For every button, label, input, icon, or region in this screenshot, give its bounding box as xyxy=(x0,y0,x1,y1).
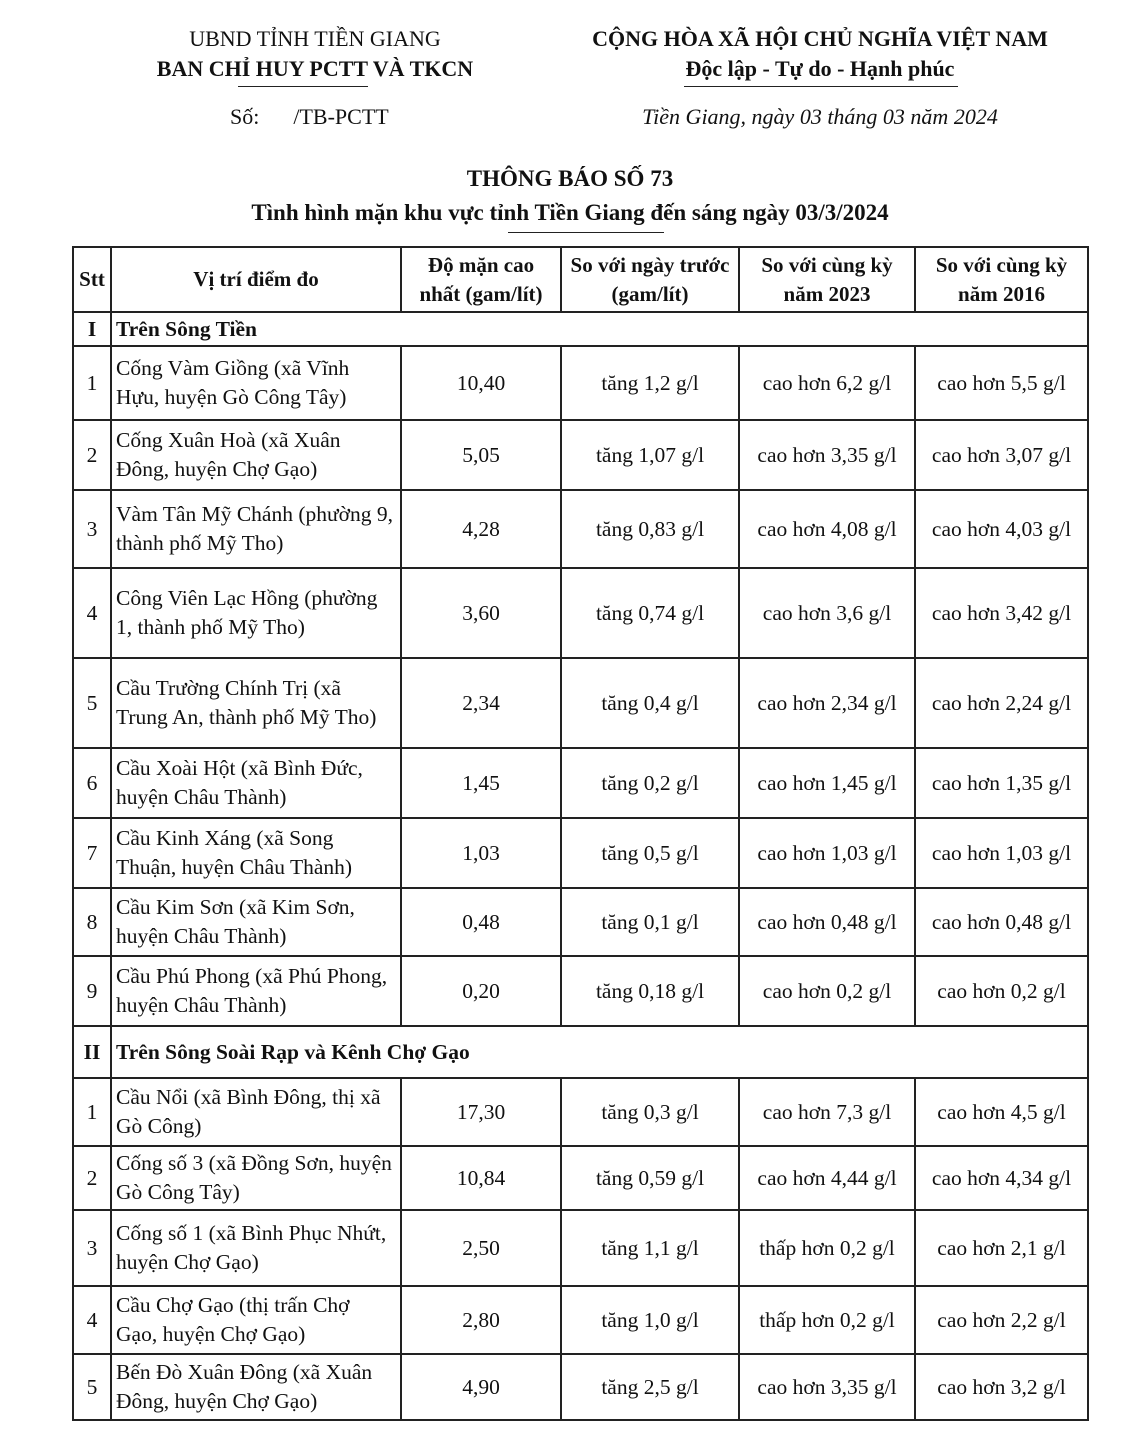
cell-max-salinity: 4,90 xyxy=(401,1354,561,1420)
cell-location: Bến Đò Xuân Đông (xã Xuân Đông, huyện Chợ Gạo) xyxy=(111,1354,401,1420)
cell-max-salinity: 1,03 xyxy=(401,818,561,888)
cell-vs-2016: cao hơn 1,35 g/l xyxy=(915,748,1088,818)
cell-vs-previous-day: tăng 0,83 g/l xyxy=(561,490,739,568)
section-index: II xyxy=(73,1026,111,1078)
cell-location: Cầu Kim Sơn (xã Kim Sơn, huyện Châu Thành) xyxy=(111,888,401,956)
cell-max-salinity: 0,48 xyxy=(401,888,561,956)
col-header-vs-previous-day: So với ngày trước (gam/lít) xyxy=(561,247,739,312)
cell-location: Cầu Nổi (xã Bình Đông, thị xã Gò Công) xyxy=(111,1078,401,1146)
table-row xyxy=(73,1210,1088,1286)
cell-vs-2016: cao hơn 2,24 g/l xyxy=(915,658,1088,748)
cell-vs-2016: cao hơn 4,5 g/l xyxy=(915,1078,1088,1146)
table-row xyxy=(73,748,1088,818)
place-date: Tiền Giang, ngày 03 tháng 03 năm 2024 xyxy=(642,104,998,129)
cell-max-salinity: 10,40 xyxy=(401,346,561,420)
cell-stt: 4 xyxy=(73,568,111,658)
national-block xyxy=(560,24,1080,84)
cell-vs-2023: cao hơn 7,3 g/l xyxy=(739,1078,915,1146)
cell-location: Cầu Xoài Hột (xã Bình Đức, huyện Châu Thành) xyxy=(111,748,401,818)
table-row xyxy=(73,490,1088,568)
table-row xyxy=(73,658,1088,748)
cell-vs-previous-day: tăng 0,1 g/l xyxy=(561,888,739,956)
cell-max-salinity: 2,80 xyxy=(401,1286,561,1354)
cell-vs-2016: cao hơn 5,5 g/l xyxy=(915,346,1088,420)
issuer-block xyxy=(130,24,500,84)
table-row xyxy=(73,1286,1088,1354)
cell-vs-previous-day: tăng 0,18 g/l xyxy=(561,956,739,1026)
office-underline xyxy=(238,86,368,87)
notice-title: THÔNG BÁO SỐ 73 xyxy=(466,166,674,191)
cell-vs-2016: cao hơn 3,07 g/l xyxy=(915,420,1088,490)
cell-max-salinity: 0,20 xyxy=(401,956,561,1026)
table-header-row xyxy=(73,247,1088,312)
cell-vs-2023: cao hơn 6,2 g/l xyxy=(739,346,915,420)
table-row xyxy=(73,1146,1088,1210)
col-header-stt: Stt xyxy=(73,247,111,312)
section-row xyxy=(73,1026,1088,1078)
cell-max-salinity: 3,60 xyxy=(401,568,561,658)
cell-location: Cống Xuân Hoà (xã Xuân Đông, huyện Chợ Gạo) xyxy=(111,420,401,490)
cell-vs-previous-day: tăng 1,0 g/l xyxy=(561,1286,739,1354)
table-row xyxy=(73,1078,1088,1146)
cell-vs-2016: cao hơn 1,03 g/l xyxy=(915,818,1088,888)
cell-max-salinity: 1,45 xyxy=(401,748,561,818)
cell-location: Cầu Trường Chính Trị (xã Trung An, thành phố Mỹ Tho) xyxy=(111,658,401,748)
cell-vs-previous-day: tăng 0,3 g/l xyxy=(561,1078,739,1146)
cell-vs-previous-day: tăng 0,59 g/l xyxy=(561,1146,739,1210)
cell-vs-previous-day: tăng 0,2 g/l xyxy=(561,748,739,818)
cell-stt: 6 xyxy=(73,748,111,818)
cell-max-salinity: 17,30 xyxy=(401,1078,561,1146)
cell-stt: 1 xyxy=(73,1078,111,1146)
cell-stt: 5 xyxy=(73,1354,111,1420)
notice-subtitle: Tình hình mặn khu vực tỉnh Tiền Giang đến sáng ngày 03/3/2024 xyxy=(251,200,889,225)
cell-location: Cống số 1 (xã Bình Phục Nhứt, huyện Chợ Gạo) xyxy=(111,1210,401,1286)
cell-vs-2023: thấp hơn 0,2 g/l xyxy=(739,1286,915,1354)
cell-max-salinity: 10,84 xyxy=(401,1146,561,1210)
cell-vs-previous-day: tăng 0,4 g/l xyxy=(561,658,739,748)
cell-max-salinity: 5,05 xyxy=(401,420,561,490)
cell-max-salinity: 2,50 xyxy=(401,1210,561,1286)
cell-location: Cầu Phú Phong (xã Phú Phong, huyện Châu Thành) xyxy=(111,956,401,1026)
cell-stt: 9 xyxy=(73,956,111,1026)
cell-vs-previous-day: tăng 1,07 g/l xyxy=(561,420,739,490)
cell-vs-2023: thấp hơn 0,2 g/l xyxy=(739,1210,915,1286)
cell-vs-2023: cao hơn 4,08 g/l xyxy=(739,490,915,568)
cell-vs-2023: cao hơn 1,03 g/l xyxy=(739,818,915,888)
document-number xyxy=(230,104,389,130)
cell-vs-2023: cao hơn 3,6 g/l xyxy=(739,568,915,658)
col-header-vs-2023: So với cùng kỳ năm 2023 xyxy=(739,247,915,312)
cell-stt: 2 xyxy=(73,1146,111,1210)
cell-vs-2016: cao hơn 3,2 g/l xyxy=(915,1354,1088,1420)
cell-vs-previous-day: tăng 1,2 g/l xyxy=(561,346,739,420)
cell-vs-previous-day: tăng 1,1 g/l xyxy=(561,1210,739,1286)
cell-max-salinity: 2,34 xyxy=(401,658,561,748)
table-row xyxy=(73,956,1088,1026)
cell-stt: 1 xyxy=(73,346,111,420)
cell-vs-2016: cao hơn 4,03 g/l xyxy=(915,490,1088,568)
table-row xyxy=(73,420,1088,490)
section-name: Trên Sông Soài Rạp và Kênh Chợ Gạo xyxy=(111,1026,1088,1078)
cell-vs-2023: cao hơn 2,34 g/l xyxy=(739,658,915,748)
subtitle-underline xyxy=(508,232,664,233)
cell-location: Cống Vàm Giồng (xã Vĩnh Hựu, huyện Gò Công Tây) xyxy=(111,346,401,420)
cell-vs-2023: cao hơn 3,35 g/l xyxy=(739,420,915,490)
table-row xyxy=(73,888,1088,956)
country-name: CỘNG HÒA XÃ HỘI CHỦ NGHĨA VIỆT NAM xyxy=(592,26,1048,51)
cell-vs-2023: cao hơn 4,44 g/l xyxy=(739,1146,915,1210)
table-row xyxy=(73,346,1088,420)
cell-vs-2023: cao hơn 3,35 g/l xyxy=(739,1354,915,1420)
office-name: BAN CHỈ HUY PCTT VÀ TKCN xyxy=(156,56,474,81)
col-header-vs-2016: So với cùng kỳ năm 2016 xyxy=(915,247,1088,312)
section-index: I xyxy=(73,312,111,346)
table-row xyxy=(73,568,1088,658)
cell-vs-2023: cao hơn 1,45 g/l xyxy=(739,748,915,818)
table-row xyxy=(73,1354,1088,1420)
cell-stt: 4 xyxy=(73,1286,111,1354)
cell-stt: 3 xyxy=(73,490,111,568)
cell-vs-2016: cao hơn 2,1 g/l xyxy=(915,1210,1088,1286)
cell-vs-2016: cao hơn 4,34 g/l xyxy=(915,1146,1088,1210)
cell-stt: 2 xyxy=(73,420,111,490)
number-code: /TB-PCTT xyxy=(293,104,389,129)
cell-max-salinity: 4,28 xyxy=(401,490,561,568)
cell-vs-2023: cao hơn 0,48 g/l xyxy=(739,888,915,956)
cell-location: Cống số 3 (xã Đồng Sơn, huyện Gò Công Tây) xyxy=(111,1146,401,1210)
cell-location: Cầu Chợ Gạo (thị trấn Chợ Gạo, huyện Chợ Gạo) xyxy=(111,1286,401,1354)
salinity-table xyxy=(72,246,1089,1421)
number-label: Số: xyxy=(230,104,260,129)
motto-underline xyxy=(684,86,958,87)
cell-vs-2016: cao hơn 0,48 g/l xyxy=(915,888,1088,956)
cell-location: Vàm Tân Mỹ Chánh (phường 9, thành phố Mỹ Tho) xyxy=(111,490,401,568)
cell-location: Cầu Kinh Xáng (xã Song Thuận, huyện Châu Thành) xyxy=(111,818,401,888)
cell-vs-2016: cao hơn 0,2 g/l xyxy=(915,956,1088,1026)
cell-stt: 5 xyxy=(73,658,111,748)
col-header-max-salinity: Độ mặn cao nhất (gam/lít) xyxy=(401,247,561,312)
cell-stt: 3 xyxy=(73,1210,111,1286)
cell-vs-previous-day: tăng 0,5 g/l xyxy=(561,818,739,888)
cell-vs-2016: cao hơn 3,42 g/l xyxy=(915,568,1088,658)
col-header-location: Vị trí điểm đo xyxy=(111,247,401,312)
section-row xyxy=(73,312,1088,346)
agency-name: UBND TỈNH TIỀN GIANG xyxy=(189,26,441,51)
cell-stt: 8 xyxy=(73,888,111,956)
table-row xyxy=(73,818,1088,888)
cell-vs-previous-day: tăng 2,5 g/l xyxy=(561,1354,739,1420)
cell-vs-previous-day: tăng 0,74 g/l xyxy=(561,568,739,658)
cell-vs-2016: cao hơn 2,2 g/l xyxy=(915,1286,1088,1354)
cell-location: Công Viên Lạc Hồng (phường 1, thành phố Mỹ Tho) xyxy=(111,568,401,658)
cell-stt: 7 xyxy=(73,818,111,888)
motto: Độc lập - Tự do - Hạnh phúc xyxy=(685,56,955,81)
cell-vs-2023: cao hơn 0,2 g/l xyxy=(739,956,915,1026)
section-name: Trên Sông Tiền xyxy=(111,312,1088,346)
